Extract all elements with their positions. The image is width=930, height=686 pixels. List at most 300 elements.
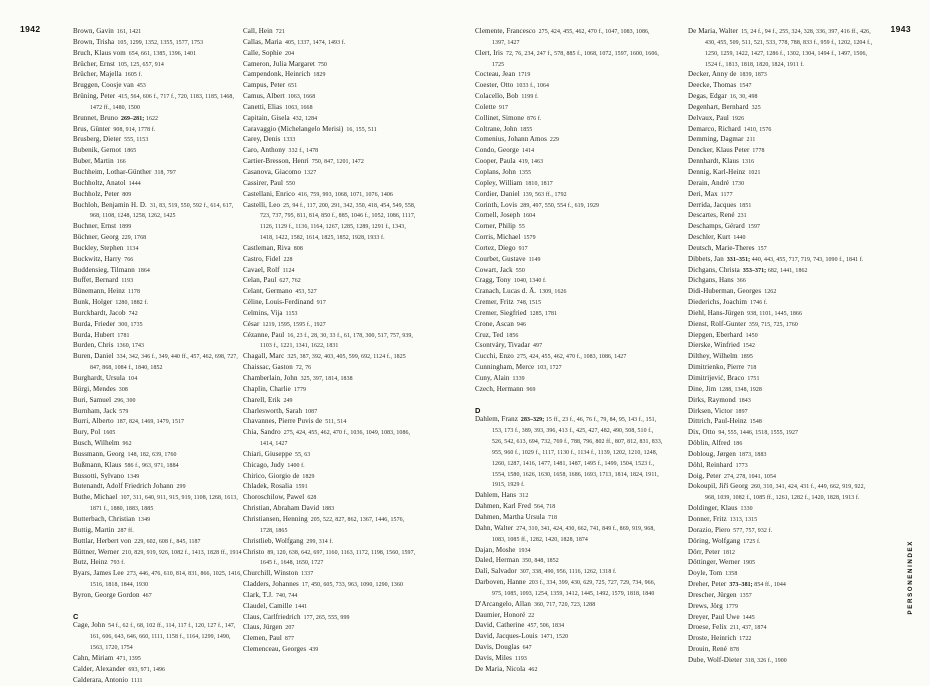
entry-name: Demarco, Richard [688,124,741,133]
entry-name: Claus, Carlfriedrich [243,612,301,621]
entry-name: Doig, Peter [688,471,721,480]
entry-name: Clemente, Francesco [475,27,536,35]
entry-page-numbers: 550 [515,267,525,274]
index-entry [688,558,876,569]
index-entry [475,352,663,363]
entry-page-numbers: 16, 23 f., 28, 30, 33 f., 61, 178, 300, 517, 757, 939, 1103 f., 1221, 1341, 1622, 1831 [260,332,414,350]
index-entry [243,320,416,331]
entry-page-numbers: 1856 [506,332,519,339]
index-entry [688,70,876,81]
index-entry [475,168,663,179]
index-entry [73,537,242,548]
entry-page-numbers: 231 [737,213,747,220]
index-entry [243,417,416,428]
index-entry [243,49,416,60]
index-entry [243,472,416,483]
entry-page-numbers: 107, 311, 640, 911, 915, 919, 1108, 1268, 1613, 1871 f., 1880, 1883, 1885 [90,495,238,513]
entry-page-numbers: 17, 450, 605, 733, 963, 1090, 1290, 1360 [301,582,404,589]
index-entry [475,49,663,71]
entry-page-numbers: 211 [746,137,756,144]
entry-page-numbers: 274, 278, 1041, 1054 [723,473,777,480]
entry-name: Döhl, Reinhard [688,460,733,469]
index-entry [73,591,242,602]
entry-name: Cranach, Lucas d. Ä. [475,287,537,296]
entry-name: Calderara, Antonio [73,675,129,684]
entry-name: Dibbets, Jan [688,254,724,263]
index-entry [688,396,876,407]
index-entry [243,634,416,645]
index-entry [243,374,416,385]
entry-page-numbers: 1309, 1626 [539,289,567,296]
index-entry [688,352,876,363]
entry-name: Chamberlain, John [243,374,298,382]
index-entry [688,417,876,428]
index-entry [688,320,876,331]
entry-name: Döttinger, Werner [688,558,741,567]
index-entry [688,634,876,645]
entry-name: Deschler, Kurt [688,233,731,242]
index-entry [243,92,416,103]
entry-page-numbers: 1285, 1781 [529,310,558,317]
entry-page-numbers: 1444 [128,180,141,187]
entry-page-numbers: 1111 [131,677,143,684]
entry-name: Chirico, Giorgio de [243,471,300,480]
entry-main-page-range: 269–281; [120,115,146,122]
index-entry [243,352,416,363]
entry-page-numbers: 89, 120, 638, 642, 697, 1160, 1163, 1172, 1198, 1560, 1597, 1645 f., 1648, 1650, 1727 [260,549,416,567]
entry-page-numbers: 555, 1153 [124,137,149,144]
index-entry [688,645,876,656]
index-entry [243,276,416,287]
index-entry [243,146,416,157]
index-entry [688,179,876,190]
index-entry [688,537,876,548]
entry-name: Castleman, Riva [243,243,291,252]
entry-name: Drescher, Jürgen [688,590,737,599]
entry-page-numbers: 1622 [145,115,159,122]
index-entry [475,222,663,233]
entry-page-numbers: 467 [142,592,152,599]
entry-page-numbers: 15, 24 f., 94 f., 255, 324, 328, 336, 397, 416 ff., 426, 430, 455, 509, 511, 521, 533, 778, 788, 833 f., 959 f., 1202, 1204 f., 1250, 1259, 1422, 1427, 1286 f., 1302, 1304, 1494 f., 1497, 1506, 1524 f., 1813, 1818, 1820, 1824, 1911 f. [705,29,873,68]
entry-name: Dörr, Peter [688,547,720,556]
index-entry [73,255,242,266]
entry-page-numbers: 1178 [128,289,141,296]
index-entry [73,146,242,157]
entry-name: Csontváry, Tivadar [475,341,531,350]
index-entry [688,385,876,396]
entry-page-numbers: 72, 76, 234, 247 f., 578, 885 f., 1068, 1072, 1597, 1600, 1606, 1725 [492,50,660,68]
entry-name: Dobloug, Jørgen [688,449,737,458]
index-entry [475,211,663,222]
index-entry [243,363,416,374]
index-entry [688,428,876,439]
entry-name: David, Jacques-Louis [475,632,538,641]
entry-name: Burckhardt, Jacob [73,308,126,317]
entry-page-numbers: 275, 424, 455, 462, 470 f., 1083, 1086, 1427 [516,354,627,361]
entry-name: Daled, Herman [475,556,520,565]
entry-name: Clemenceau, Georges [243,645,307,654]
index-entry [73,27,242,38]
entry-name: Cowart, Jack [475,265,513,274]
entry-page-numbers: 1926 [731,115,745,122]
index-entry [475,135,663,146]
entry-name: Büttner, Werner [73,547,120,556]
entry-name: Davis, Douglas [475,643,520,652]
entry-name: Buchner, Ernst [73,222,117,231]
entry-name: Dittrich, Paul-Heinz [688,417,747,426]
entry-name: Clert, Iris [475,48,503,57]
entry-page-numbers: 1410, 1576 [743,126,772,133]
index-entry [475,415,663,491]
entry-name: Claudel, Camille [243,601,293,610]
entry-name: Carey, Denis [243,135,281,144]
index-entry [688,504,876,515]
entry-name: Charlesworth, Sarah [243,406,303,415]
index-entry [475,502,663,513]
index-entry [243,493,416,504]
entry-name: Chiari, Giuseppe [243,449,293,458]
index-entry [243,591,416,602]
index-entry [73,439,242,450]
entry-name: Brücher, Majella [73,70,122,79]
entry-name: Cladders, Johannes [243,580,299,589]
index-entry [475,524,663,546]
entry-name: Christian, Abraham David [243,504,320,513]
entry-name: Campus, Peter [243,81,286,90]
entry-name: Diehl, Hans-Jürgen [688,308,745,317]
entry-name: Doldinger, Klaus [688,504,738,513]
index-entry [243,114,416,125]
index-entry [73,233,242,244]
page-number-right: 1943 [890,24,911,34]
index-entry [688,81,876,92]
index-entry [73,450,242,461]
entry-name: Callas, Maria [243,37,283,46]
entry-name: Claus, Jürgen [243,623,283,632]
index-entry [73,125,242,136]
entry-name: Brown, Trisha [73,37,115,46]
entry-name: Busch, Wilhelm [73,439,120,448]
entry-page-numbers: 586 f., 963, 971, 1884 [124,462,179,469]
entry-name: Brus, Günter [73,124,111,133]
entry-name: Bünemann, Heinz [73,287,126,296]
entry-page-numbers: 105, 1299, 1352, 1355, 1577, 1753 [117,39,204,46]
index-entry [73,548,242,559]
entry-name: De Maria, Walter [688,27,739,35]
entry-page-numbers: 564, 718 [533,504,556,511]
entry-name: Bußmann, Klaus [73,460,122,469]
entry-name: Chicago, Judy [243,460,285,469]
index-entry [475,578,663,600]
entry-page-numbers: 229, 602, 608 f., 845, 1187 [134,538,201,545]
entry-name: Chia, Sandro [243,428,281,437]
index-entry [73,482,242,493]
entry-page-numbers: 1040, 1340 f. [513,278,547,285]
entry-page-numbers: 318, 326 f., 1900 [744,657,787,664]
entry-page-numbers: 1450 [745,332,758,339]
entry-name: Dennhardt, Klaus [688,157,739,166]
entry-name: Dencker, Klaus Peter [688,146,750,155]
entry-page-numbers: 103, 1727 [537,365,562,372]
entry-name: Castellani, Enrico [243,189,295,198]
entry-page-numbers: 1199 f. [521,94,539,101]
index-entry [243,287,416,298]
index-entry [243,244,416,255]
entry-name: Burnham, Jack [73,406,117,415]
entry-name: Coltrane, John [475,124,518,133]
index-entry [688,331,876,342]
entry-page-numbers: 55 [518,224,525,231]
index-entry [243,103,416,114]
entry-name: Cassirer, Paul [243,178,284,187]
index-entry [475,92,663,103]
entry-name: Burden, Chris [73,341,114,350]
entry-name: Capitain, Gisela [243,113,290,122]
entry-page-numbers: 72, 76 [295,365,312,372]
index-entry [688,602,876,613]
entry-name: Döblin, Alfred [688,439,731,448]
entry-page-numbers: 740, 744 [276,592,298,599]
index-entry [688,114,876,125]
entry-name: Clemen, Paul [243,634,282,643]
index-entry [243,38,416,49]
entry-name: Christiansen, Henning [243,514,308,523]
index-entry [475,157,663,168]
index-entry [688,266,876,277]
index-entry [73,298,242,309]
entry-page-numbers: 1333 [283,137,296,144]
entry-name: Collinet, Simone [475,113,525,122]
entry-page-numbers: 1812 [722,549,736,556]
index-entry [73,374,242,385]
entry-page-numbers: 1851 [739,202,752,209]
entry-name: Bussotti, Sylvano [73,471,125,480]
index-entry [475,276,663,287]
entry-page-numbers: 1337 [301,571,314,578]
index-entry [73,190,242,201]
entry-page-numbers: 1730 [731,180,745,187]
entry-name: Burghardt, Ursula [73,374,126,382]
entry-name: Buckley, Stephen [73,243,124,252]
entry-name: Deecke, Thomas [688,81,737,90]
index-entry [688,515,876,526]
entry-name: Corner, Philip [475,222,516,231]
index-entry [688,125,876,136]
entry-name: Doyle, Tom [688,569,723,578]
entry-page-numbers: 1087 [305,408,318,415]
index-entry [73,331,242,342]
index-entry [73,287,242,298]
entry-page-numbers: 1873, 1883 [739,451,767,458]
entry-name: Buchloh, Benjamin H. D. [73,200,147,209]
entry-name: Bubenik, Gernot [73,146,122,155]
entry-page-numbers: 296, 300 [114,397,136,404]
entry-name: Buri, Samuel [73,395,112,404]
entry-page-numbers: 1357 [739,592,752,599]
index-entry [688,472,876,483]
entry-name: Copley, William [475,178,523,187]
entry-page-numbers: 627, 762 [279,278,301,285]
entry-page-numbers: 1193 [121,278,134,285]
entry-page-numbers: 16, 155, 511 [346,126,377,133]
entry-name: Cocteau, Jean [475,70,516,79]
entry-page-numbers: 1033 f., 1064 [516,83,550,90]
index-entry [688,363,876,374]
index-entry [243,569,416,580]
entry-page-numbers: 1605 [103,430,116,437]
index-entry [475,179,663,190]
index-entry [73,493,242,515]
entry-name: Chavannes, Pierre Puvis de [243,417,323,426]
index-entry [688,92,876,103]
entry-name: Celan, Paul [243,276,277,285]
entry-name: Cornell, Joseph [475,211,521,220]
entry-page-numbers: 1605 f. [124,72,143,79]
index-entry [688,287,876,298]
index-entry [688,407,876,418]
entry-page-numbers: 16, 30, 498 [729,94,758,101]
entry-page-numbers: 1810, 1817 [525,180,553,187]
entry-name: Crone, Ascan [475,319,514,328]
index-entry [475,374,663,385]
index-entry [688,569,876,580]
entry-page-numbers: 332 f., 1478 [288,148,319,155]
entry-page-numbers: 1316 [741,159,755,166]
entry-name: Canetti, Elias [243,102,283,111]
entry-page-numbers: 229 [549,137,560,144]
entry-name: Dahmen, Karl Fred [475,502,531,511]
index-entry [475,331,663,342]
entry-page-numbers: 453, 527 [295,289,317,296]
entry-page-numbers: 334, 342, 346 f., 349, 440 ff., 457, 462, 698, 727, 847, 868, 1084 f., 1840, 1852 [90,354,238,372]
entry-name: Chaissac, Gaston [243,363,293,372]
index-entry [73,341,242,352]
entry-page-numbers: 1330 [740,506,753,513]
entry-page-numbers: 962 [122,441,132,448]
entry-page-numbers: 1063, 1668 [285,104,313,111]
entry-name: Choroschilow, Pawel [243,493,305,502]
index-entry [73,60,242,71]
index-entry [243,385,416,396]
entry-name: Caro, Anthony [243,146,286,155]
entry-page-numbers: 809 [122,191,132,198]
entry-page-numbers: 1063, 1668 [287,94,316,101]
section-letter-header: D [475,405,481,415]
entry-name: Castro, Fidel [243,254,281,263]
entry-name: Diepgen, Eberhard [688,330,743,339]
entry-page-numbers: 651 [288,83,298,90]
entry-name: Butenandt, Adolf Friedrich Johann [73,482,174,491]
entry-page-numbers: 1219, 1595, 1595 f., 1927 [262,321,326,328]
index-entry [475,103,663,114]
index-entry [243,331,416,353]
index-entry [73,526,242,537]
entry-name: Butz, Heinz [73,558,108,567]
index-entry [688,244,876,255]
entry-page-numbers: 104 [128,376,138,382]
entry-page-numbers: 204 [285,50,295,57]
entry-page-numbers: 211, 437, 1874 [730,625,767,632]
entry-name: Büchner, Georg [73,233,119,242]
entry-name: Donner, Fritz [688,514,727,523]
entry-name: Bury, Pol [73,428,101,437]
index-entry [243,70,416,81]
index-entry [73,515,242,526]
entry-page-numbers: 203 f., 334, 399, 430, 629, 725, 727, 729, 734, 966, 975, 1085, 1093, 1254, 1359, 1412, 1445, 1492, 1579, 1818, 1840 [492,580,656,597]
entry-name: Coester, Otto [475,81,514,90]
entry-name: Casanova, Giacomo [243,167,302,176]
index-entry [73,70,242,81]
entry-name: Drouin, René [688,645,727,654]
entry-page-numbers: 1153 [285,310,298,317]
entry-page-numbers: 229, 1768 [121,235,147,242]
entry-page-numbers: 31, 83, 519, 550, 592 f., 614, 617, 968, 1108, 1248, 1258, 1262, 1425 [90,202,234,220]
entry-name: Charell, Erik [243,395,281,404]
index-entry [73,114,242,125]
entry-page-numbers: 139, 563 ff., 1792 [522,191,567,198]
entry-name: Buchholz, Peter [73,189,120,198]
entry-page-numbers: 105, 125, 657, 914 [117,61,164,68]
entry-page-numbers: 550 [286,180,296,187]
entry-page-numbers: 1339 [512,376,525,382]
entry-page-numbers: 1781 [117,332,130,339]
index-entry [475,70,663,81]
entry-name: Dorazio, Piero [688,525,731,534]
entry-name: Deutsch, Marie-Theres [688,243,755,252]
section-letter-header: C [73,611,79,621]
entry-name: Cunningham, Merce [475,363,535,372]
index-entry [243,407,416,418]
entry-name: Buddensieg, Tilmann [73,265,135,274]
index-entry [475,114,663,125]
index-entry [73,276,242,287]
entry-name: Buttig, Martin [73,525,115,534]
entry-name: Cremer, Siegfried [475,308,527,317]
entry-name: David, Catherine [475,621,525,630]
index-entry [688,276,876,287]
entry-page-numbers: 1883 [322,506,335,513]
entry-page-numbers: 1722 [739,636,752,643]
index-entry [73,352,242,374]
index-entry [688,613,876,624]
entry-page-numbers: 1445 [742,614,755,621]
entry-page-numbers: 462 [528,666,538,673]
entry-name: César [243,319,260,328]
index-entry [243,81,416,92]
entry-page-numbers: 917 [316,300,326,307]
index-entry [73,222,242,233]
index-entry [243,613,416,624]
index-entry [475,654,663,665]
index-entry [243,482,416,493]
entry-name: Christlieb, Wolfgang [243,536,304,545]
entry-name: Buber, Martin [73,157,114,166]
entry-page-numbers: 1280, 1882 f. [115,300,149,307]
index-entry [475,27,663,49]
entry-page-numbers: 307, 338, 490, 956, 1116, 1262, 1318 f. [519,569,617,576]
index-entry [688,298,876,309]
entry-page-numbers: 1021 [748,169,761,176]
entry-page-numbers: 647 [522,645,532,652]
index-entry [243,255,416,266]
entry-name: De Maria, Nicola [475,664,526,673]
index-entry [475,546,663,557]
entry-name: Dimitrijević, Braco [688,374,745,382]
entry-name: Dierske, Winfried [688,341,740,350]
entry-page-numbers: 1865 [124,148,137,155]
entry-page-numbers: 453 [136,83,146,90]
index-entry [688,439,876,450]
